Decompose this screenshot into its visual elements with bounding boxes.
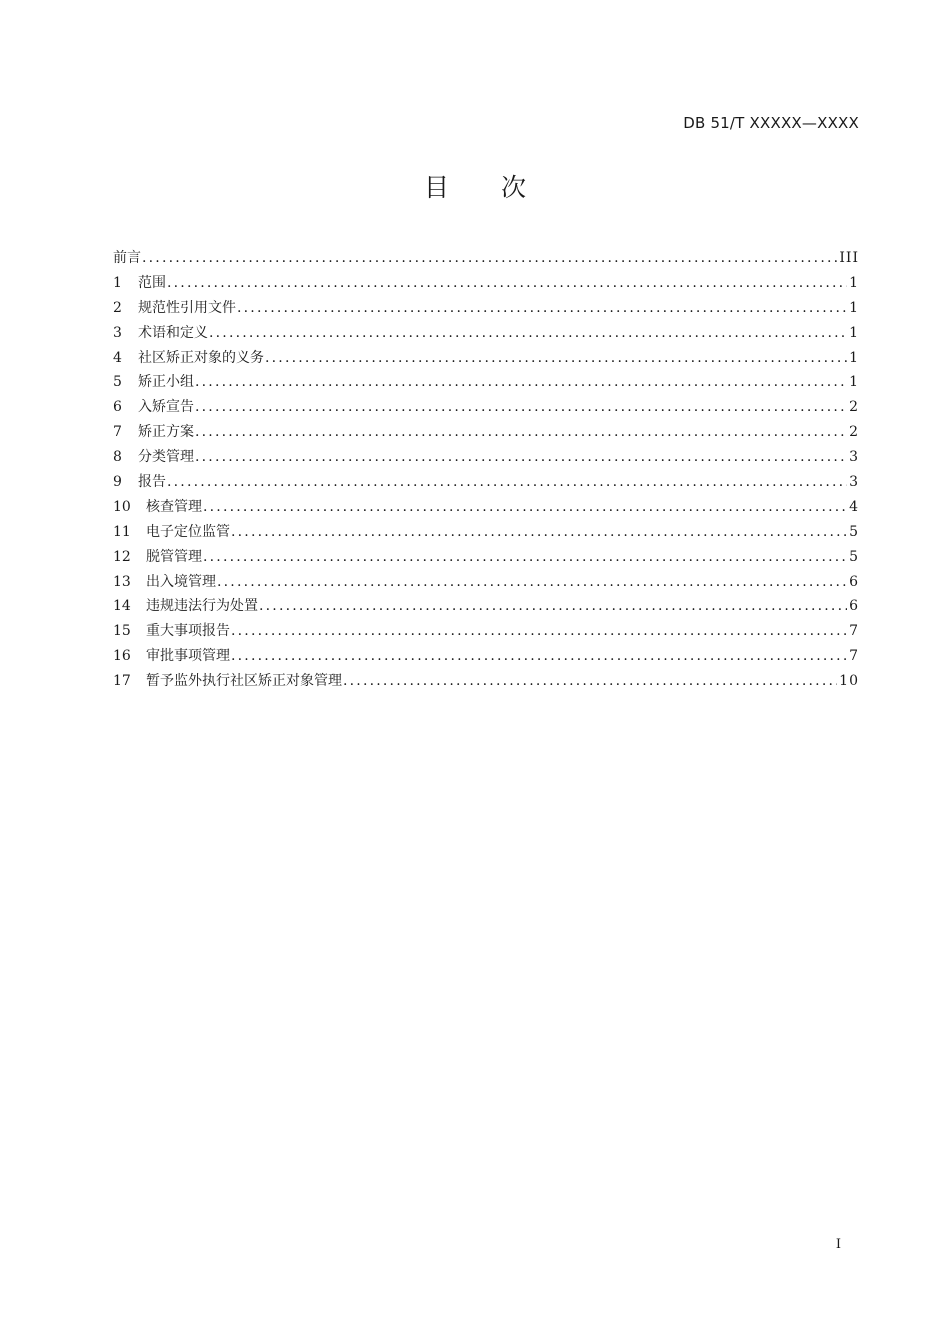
toc-dot-leader <box>217 570 847 595</box>
toc-entry-13[interactable] <box>113 570 859 595</box>
toc-entry-14[interactable] <box>113 594 859 619</box>
document-code: DB 51/T XXXXX—XXXX <box>683 114 859 132</box>
toc-entry-2[interactable] <box>113 296 859 321</box>
toc-entry-text: 脱管管理 <box>146 548 202 565</box>
toc-page-number: 1 <box>849 299 859 316</box>
toc-entry-16[interactable] <box>113 644 859 669</box>
toc-entry-12[interactable] <box>113 545 859 570</box>
toc-page-number: 1 <box>849 324 859 341</box>
toc-dot-leader <box>203 495 847 520</box>
toc-entry-number: 2 <box>113 299 122 316</box>
toc-page-number: 4 <box>849 498 859 515</box>
toc-dot-leader <box>265 346 847 371</box>
toc-entry-11[interactable] <box>113 520 859 545</box>
toc-entry-10[interactable] <box>113 495 859 520</box>
toc-title: 目 次 <box>424 173 548 202</box>
toc-dot-leader <box>167 470 847 495</box>
toc-page-number: 2 <box>849 424 859 441</box>
toc-page-number: 7 <box>849 623 859 640</box>
toc-dot-leader <box>259 594 847 619</box>
toc-entry-text: 出入境管理 <box>146 573 216 590</box>
toc-entry-number: 16 <box>113 648 131 665</box>
toc-entry-number: 1 <box>113 274 122 291</box>
toc-entry-number: 17 <box>113 673 131 690</box>
toc-page-number: 1 <box>849 274 859 291</box>
toc-entry-number: 3 <box>113 324 122 341</box>
toc-dot-leader <box>231 644 847 669</box>
toc-dot-leader <box>142 246 837 271</box>
toc-entry-foreword[interactable] <box>113 246 859 271</box>
toc-page-number: 3 <box>849 449 859 466</box>
toc-entry-6[interactable] <box>113 395 859 420</box>
toc-entry-number: 8 <box>113 449 122 466</box>
toc-entry-text: 术语和定义 <box>138 324 208 341</box>
toc-entry-text: 范围 <box>138 274 166 291</box>
toc-entry-8[interactable] <box>113 445 859 470</box>
toc-entry-1[interactable] <box>113 271 859 296</box>
toc-dot-leader <box>203 545 847 570</box>
toc-entry-number: 9 <box>113 474 122 491</box>
toc-entry-text: 矫正方案 <box>138 424 194 441</box>
toc-page-number: 7 <box>849 648 859 665</box>
toc-entry-number: 11 <box>113 523 131 540</box>
toc-page-number: 5 <box>849 548 859 565</box>
toc-page-number: 6 <box>849 598 859 615</box>
toc-page-number: 6 <box>849 573 859 590</box>
toc-entry-number: 14 <box>113 598 131 615</box>
toc-entry-7[interactable] <box>113 420 859 445</box>
toc-page-number: 5 <box>849 523 859 540</box>
toc-entry-15[interactable] <box>113 619 859 644</box>
toc-dot-leader <box>195 395 847 420</box>
toc-entry-number: 13 <box>113 573 131 590</box>
toc-entry-text: 报告 <box>138 474 166 491</box>
toc-dot-leader <box>195 370 847 395</box>
toc-page-number: 1 <box>849 349 859 366</box>
toc-dot-leader <box>195 445 847 470</box>
toc-entry-text: 重大事项报告 <box>146 623 230 640</box>
toc-entry-9[interactable] <box>113 470 859 495</box>
toc-entry-number: 4 <box>113 349 122 366</box>
toc-entry-text: 社区矫正对象的义务 <box>138 349 264 366</box>
toc-entry-5[interactable] <box>113 370 859 395</box>
toc-dot-leader <box>231 619 847 644</box>
table-of-contents <box>113 246 859 694</box>
toc-page-number: III <box>839 250 859 266</box>
toc-entry-text: 前言 <box>113 250 141 266</box>
toc-dot-leader <box>343 669 837 694</box>
toc-entry-number: 12 <box>113 548 131 565</box>
toc-dot-leader <box>167 271 847 296</box>
toc-entry-number: 7 <box>113 424 122 441</box>
toc-entry-17[interactable] <box>113 669 859 694</box>
toc-entry-text: 电子定位监管 <box>146 523 230 540</box>
toc-entry-4[interactable] <box>113 346 859 371</box>
page-number: I <box>835 1237 841 1252</box>
toc-entry-text: 分类管理 <box>138 449 194 466</box>
toc-page-number: 2 <box>849 399 859 416</box>
toc-entry-number: 5 <box>113 374 122 391</box>
toc-page-number: 3 <box>849 474 859 491</box>
toc-entry-text: 入矫宣告 <box>138 399 194 416</box>
toc-entry-number: 6 <box>113 399 122 416</box>
toc-entry-text: 核查管理 <box>146 498 202 515</box>
toc-dot-leader <box>195 420 847 445</box>
toc-dot-leader <box>209 321 847 346</box>
toc-entry-3[interactable] <box>113 321 859 346</box>
toc-entry-text: 矫正小组 <box>138 374 194 391</box>
toc-entry-number: 15 <box>113 623 131 640</box>
toc-entry-text: 违规违法行为处置 <box>146 598 258 615</box>
toc-entry-text: 暂予监外执行社区矫正对象管理 <box>146 673 342 690</box>
toc-dot-leader <box>231 520 847 545</box>
toc-page-number: 1 <box>849 374 859 391</box>
toc-entry-text: 规范性引用文件 <box>138 299 236 316</box>
toc-page-number: 10 <box>839 673 859 690</box>
toc-entry-number: 10 <box>113 498 131 515</box>
toc-dot-leader <box>237 296 847 321</box>
toc-entry-text: 审批事项管理 <box>146 648 230 665</box>
